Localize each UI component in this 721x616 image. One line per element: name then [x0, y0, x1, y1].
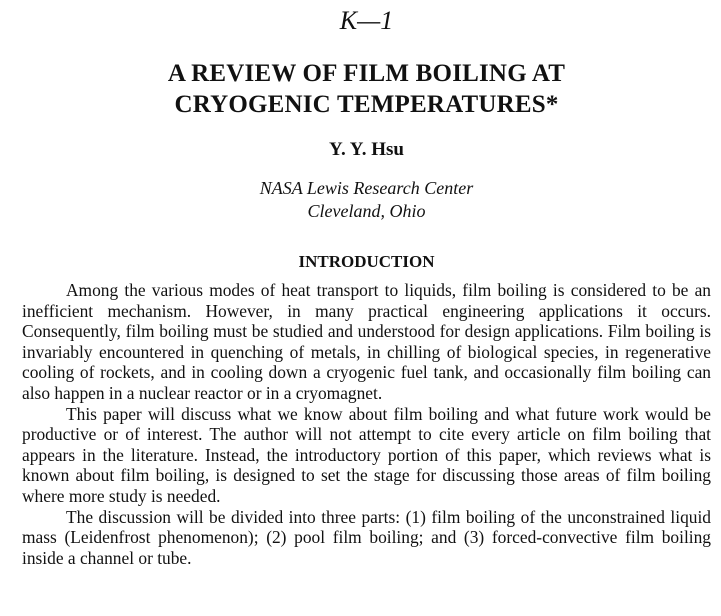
paper-title-line: CRYOGENIC TEMPERATURES*: [174, 91, 559, 118]
affiliation-line: Cleveland, Ohio: [307, 201, 426, 221]
affiliation: [22, 177, 711, 223]
body-paragraph: Among the various modes of heat transport to liquids, film boiling is considered to be an inefficient mechanism. However, in many practical engineering applications it occurs. Consequently, film boiling must be studied and understood for design applications. Film boiling is invariably encountered in quenching of metals, in chilling of biological species, in regenerative cooling of rockets, and in cooling down a cryogenic fuel tank, and occasionally film boiling can also happen in a nuclear reactor or in a cryomagnet.: [22, 280, 711, 403]
body-paragraph: This paper will discuss what we know about film boiling and what future work would be productive or of interest. The author will not attempt to cite every article on film boiling that appears in the literature. Instead, the introductory portion of this paper, which reviews what is known about film boiling, is designed to set the stage for discussing those areas of film boiling where more study is needed.: [22, 403, 711, 506]
author-name: Y. Y. Hsu: [329, 139, 404, 160]
paper-title-line: A REVIEW OF FILM BOILING AT: [167, 60, 566, 87]
section-heading: INTRODUCTION: [298, 252, 435, 271]
paper-id: K—1: [339, 6, 394, 35]
paper-title: [22, 58, 711, 120]
body-paragraph: The discussion will be divided into three parts: (1) film boiling of the unconstrained liquid mass (Leidenfrost phenomenon); (2) pool film boiling; and (3) forced-convective film boiling inside a channel or tube.: [22, 506, 711, 568]
section-body: [22, 280, 711, 568]
affiliation-line: NASA Lewis Research Center: [259, 178, 474, 198]
paper-page: [0, 2, 721, 616]
